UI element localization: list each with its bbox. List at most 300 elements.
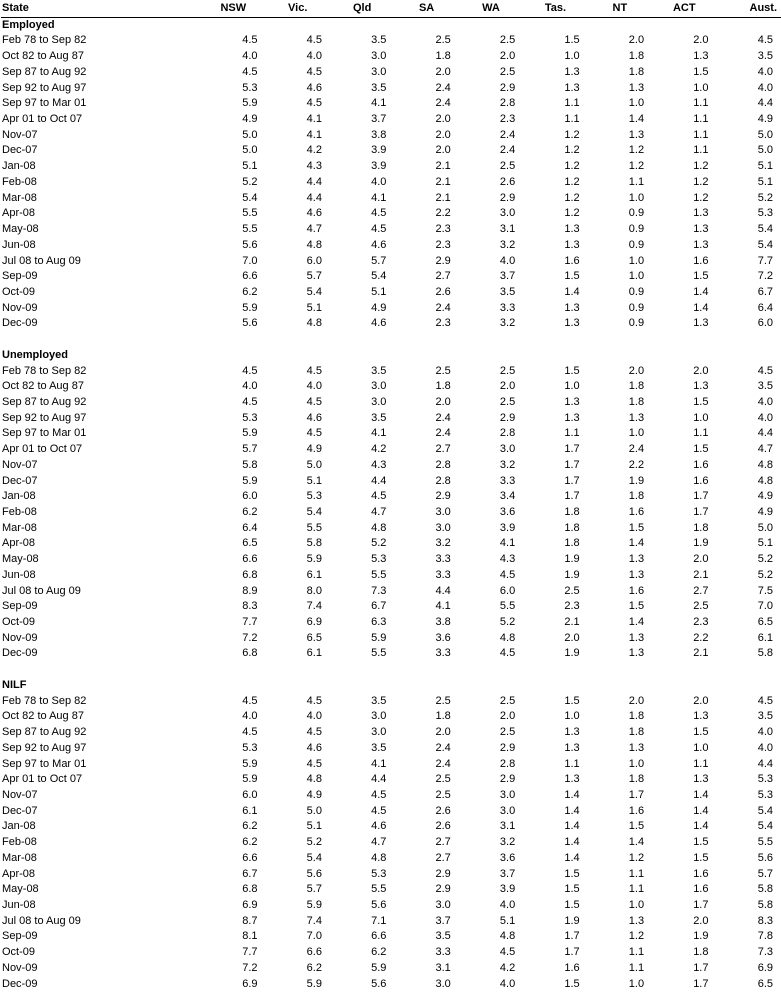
value-cell: 6.2 bbox=[242, 836, 258, 849]
value-cell: 1.7 bbox=[564, 474, 580, 487]
value-cell: 5.0 bbox=[306, 804, 322, 817]
value-cell: 4.5 bbox=[242, 726, 258, 739]
value-cell: 0.9 bbox=[628, 285, 645, 298]
value-cell: 5.9 bbox=[242, 427, 258, 440]
table-row bbox=[1, 238, 781, 254]
row-label: Dec-07 bbox=[2, 144, 38, 157]
header-cell: Vic. bbox=[266, 1, 330, 17]
value-cell: 6.9 bbox=[242, 977, 258, 990]
value-cell: 1.3 bbox=[564, 773, 580, 786]
value-cell: 1.2 bbox=[564, 207, 580, 220]
value-cell: 1.3 bbox=[564, 301, 580, 314]
value-cell: 4.3 bbox=[499, 553, 516, 566]
value-cell: 4.1 bbox=[306, 113, 322, 126]
value-cell: 1.6 bbox=[693, 254, 709, 267]
value-cell: 1.0 bbox=[628, 898, 645, 911]
value-cell: 1.6 bbox=[693, 867, 709, 880]
value-cell: 3.0 bbox=[499, 443, 516, 456]
row-label: Dec-09 bbox=[2, 647, 38, 660]
value-cell: 5.1 bbox=[371, 285, 387, 298]
value-cell: 1.5 bbox=[564, 34, 580, 47]
value-cell: 1.8 bbox=[693, 946, 709, 959]
table-row bbox=[1, 411, 781, 427]
value-cell: 7.2 bbox=[757, 270, 773, 283]
row-label: Nov-07 bbox=[2, 788, 38, 801]
value-cell: 2.0 bbox=[628, 364, 645, 377]
value-cell: 4.5 bbox=[242, 395, 258, 408]
value-cell: 5.3 bbox=[757, 788, 773, 801]
section-title: Employed bbox=[2, 18, 55, 31]
value-cell: 0.9 bbox=[628, 207, 645, 220]
value-cell: 1.0 bbox=[693, 411, 709, 424]
table-row bbox=[1, 316, 781, 332]
value-cell: 6.0 bbox=[242, 490, 258, 503]
value-cell: 1.3 bbox=[693, 223, 709, 236]
value-cell: 0.9 bbox=[628, 301, 645, 314]
value-cell: 2.2 bbox=[628, 458, 645, 471]
value-cell: 5.8 bbox=[757, 647, 773, 660]
section-title: NILF bbox=[2, 678, 27, 691]
value-cell: 1.6 bbox=[628, 506, 645, 518]
value-cell: 1.8 bbox=[628, 710, 645, 723]
section-title-row bbox=[1, 678, 781, 694]
value-cell: 1.5 bbox=[564, 867, 580, 880]
value-cell: 2.4 bbox=[435, 81, 451, 94]
row-label: Dec-09 bbox=[2, 317, 38, 330]
table-row bbox=[1, 269, 781, 285]
value-cell: 4.7 bbox=[371, 506, 387, 518]
value-cell: 6.8 bbox=[242, 883, 258, 896]
value-cell: 3.2 bbox=[499, 317, 516, 330]
value-cell: 6.9 bbox=[242, 898, 258, 911]
value-cell: 1.4 bbox=[628, 616, 645, 629]
value-cell: 4.5 bbox=[306, 694, 322, 707]
value-cell: 5.5 bbox=[306, 521, 322, 534]
table-row bbox=[1, 914, 781, 930]
row-label: Oct-09 bbox=[2, 946, 36, 959]
value-cell: 2.0 bbox=[435, 113, 451, 126]
table-row bbox=[1, 584, 781, 600]
row-label: Jul 08 to Aug 09 bbox=[2, 254, 81, 267]
value-cell: 1.7 bbox=[564, 946, 580, 959]
value-cell: 1.3 bbox=[564, 238, 580, 251]
value-cell: 3.0 bbox=[435, 898, 451, 911]
row-label: Feb-08 bbox=[2, 506, 37, 518]
table-row bbox=[1, 65, 781, 81]
value-cell: 5.8 bbox=[242, 458, 258, 471]
row-label: Feb 78 to Sep 82 bbox=[2, 694, 87, 707]
value-cell: 1.2 bbox=[628, 930, 645, 943]
value-cell: 4.5 bbox=[242, 34, 258, 47]
table-row bbox=[1, 128, 781, 144]
value-cell: 7.8 bbox=[757, 930, 773, 943]
value-cell: 1.8 bbox=[628, 773, 645, 786]
value-cell: 2.8 bbox=[435, 458, 451, 471]
table-row bbox=[1, 143, 781, 159]
value-cell: 2.9 bbox=[435, 490, 451, 503]
value-cell: 4.5 bbox=[371, 804, 387, 817]
value-cell: 1.6 bbox=[628, 584, 645, 597]
table-row bbox=[1, 568, 781, 584]
value-cell: 1.3 bbox=[564, 741, 580, 754]
value-cell: 1.3 bbox=[564, 65, 580, 78]
table-row bbox=[1, 694, 781, 710]
value-cell: 5.4 bbox=[757, 223, 773, 236]
value-cell: 2.5 bbox=[435, 364, 451, 377]
value-cell: 5.3 bbox=[371, 867, 387, 880]
value-cell: 1.9 bbox=[564, 568, 580, 581]
table-row bbox=[1, 961, 781, 977]
table-row bbox=[1, 709, 781, 725]
value-cell: 1.0 bbox=[628, 191, 645, 204]
value-cell: 2.5 bbox=[435, 34, 451, 47]
value-cell: 1.4 bbox=[693, 788, 709, 801]
value-cell: 5.0 bbox=[757, 144, 773, 157]
value-cell: 3.7 bbox=[435, 914, 451, 927]
value-cell: 2.0 bbox=[693, 34, 709, 47]
value-cell: 4.0 bbox=[757, 741, 773, 754]
value-cell: 1.5 bbox=[564, 977, 580, 990]
value-cell: 4.9 bbox=[242, 113, 258, 126]
value-cell: 4.5 bbox=[306, 427, 322, 440]
spacer-cell bbox=[1, 662, 781, 678]
value-cell: 4.4 bbox=[435, 584, 451, 597]
value-cell: 1.4 bbox=[628, 537, 645, 550]
value-cell: 5.4 bbox=[306, 851, 322, 864]
data-table bbox=[1, 1, 781, 992]
value-cell: 3.7 bbox=[499, 270, 516, 283]
value-cell: 1.0 bbox=[628, 427, 645, 440]
value-cell: 3.5 bbox=[435, 930, 451, 943]
value-cell: 2.2 bbox=[693, 631, 709, 644]
value-cell: 1.8 bbox=[693, 521, 709, 534]
row-label: Feb-08 bbox=[2, 836, 37, 849]
value-cell: 4.9 bbox=[306, 788, 322, 801]
value-cell: 1.3 bbox=[693, 317, 709, 330]
value-cell: 1.3 bbox=[693, 380, 709, 393]
value-cell: 3.9 bbox=[499, 883, 516, 896]
table-row bbox=[1, 81, 781, 97]
value-cell: 2.4 bbox=[435, 427, 451, 440]
value-cell: 6.2 bbox=[242, 285, 258, 298]
value-cell: 5.9 bbox=[371, 631, 387, 644]
value-cell: 4.0 bbox=[242, 380, 258, 393]
value-cell: 2.6 bbox=[435, 285, 451, 298]
value-cell: 5.2 bbox=[499, 616, 516, 629]
value-cell: 5.1 bbox=[306, 474, 322, 487]
row-label: Nov-07 bbox=[2, 458, 38, 471]
value-cell: 5.0 bbox=[757, 128, 773, 141]
row-label: Oct-09 bbox=[2, 616, 36, 629]
value-cell: 6.8 bbox=[242, 568, 258, 581]
value-cell: 1.1 bbox=[564, 113, 580, 126]
row-label: Oct 82 to Aug 87 bbox=[2, 50, 84, 63]
value-cell: 1.3 bbox=[564, 395, 580, 408]
value-cell: 6.2 bbox=[306, 961, 322, 974]
value-cell: 3.2 bbox=[499, 458, 516, 471]
row-label: Jan-08 bbox=[2, 160, 36, 173]
value-cell: 3.6 bbox=[499, 506, 516, 518]
value-cell: 7.7 bbox=[242, 616, 258, 629]
value-cell: 1.8 bbox=[435, 380, 451, 393]
table-row bbox=[1, 285, 781, 301]
row-label: Apr-08 bbox=[2, 537, 36, 550]
value-cell: 5.6 bbox=[757, 851, 773, 864]
value-cell: 4.4 bbox=[371, 474, 387, 487]
value-cell: 1.1 bbox=[628, 175, 645, 188]
value-cell: 1.7 bbox=[564, 458, 580, 471]
value-cell: 4.0 bbox=[757, 65, 773, 78]
table-row bbox=[1, 112, 781, 128]
value-cell: 5.2 bbox=[757, 553, 773, 566]
value-cell: 1.0 bbox=[628, 757, 645, 770]
value-cell: 1.0 bbox=[564, 710, 580, 723]
value-cell: 1.7 bbox=[693, 977, 709, 990]
value-cell: 1.9 bbox=[693, 930, 709, 943]
spacer-row bbox=[1, 332, 781, 348]
row-label: Dec-07 bbox=[2, 804, 38, 817]
value-cell: 5.8 bbox=[757, 883, 773, 896]
row-label: Jul 08 to Aug 09 bbox=[2, 584, 81, 597]
value-cell: 1.4 bbox=[628, 836, 645, 849]
value-cell: 3.5 bbox=[371, 81, 387, 94]
value-cell: 1.2 bbox=[564, 160, 580, 173]
value-cell: 4.4 bbox=[306, 175, 322, 188]
value-cell: 3.6 bbox=[499, 851, 516, 864]
value-cell: 1.0 bbox=[628, 977, 645, 990]
value-cell: 2.6 bbox=[435, 804, 451, 817]
value-cell: 6.6 bbox=[306, 946, 322, 959]
value-cell: 4.5 bbox=[757, 694, 773, 707]
table-row bbox=[1, 615, 781, 631]
value-cell: 1.3 bbox=[628, 81, 645, 94]
table-row bbox=[1, 788, 781, 804]
value-cell: 7.4 bbox=[306, 600, 322, 613]
value-cell: 1.7 bbox=[693, 490, 709, 503]
value-cell: 1.2 bbox=[693, 160, 709, 173]
value-cell: 2.9 bbox=[435, 883, 451, 896]
value-cell: 2.4 bbox=[499, 144, 516, 157]
value-cell: 2.7 bbox=[435, 443, 451, 456]
value-cell: 1.2 bbox=[564, 128, 580, 141]
value-cell: 0.9 bbox=[628, 317, 645, 330]
row-label: Mar-08 bbox=[2, 851, 37, 864]
value-cell: 1.4 bbox=[564, 851, 580, 864]
row-label: Sep-09 bbox=[2, 600, 38, 613]
table-row bbox=[1, 977, 781, 993]
value-cell: 1.8 bbox=[628, 65, 645, 78]
value-cell: 1.5 bbox=[564, 883, 580, 896]
value-cell: 2.7 bbox=[435, 851, 451, 864]
value-cell: 1.0 bbox=[564, 50, 580, 63]
table-row bbox=[1, 741, 781, 757]
value-cell: 1.3 bbox=[628, 741, 645, 754]
value-cell: 1.8 bbox=[435, 50, 451, 63]
value-cell: 5.6 bbox=[242, 317, 258, 330]
value-cell: 4.5 bbox=[499, 568, 516, 581]
value-cell: 1.3 bbox=[693, 238, 709, 251]
value-cell: 5.9 bbox=[242, 757, 258, 770]
value-cell: 5.9 bbox=[306, 553, 322, 566]
row-label: Sep 87 to Aug 92 bbox=[2, 65, 87, 78]
value-cell: 1.3 bbox=[693, 773, 709, 786]
value-cell: 4.8 bbox=[371, 851, 387, 864]
value-cell: 2.5 bbox=[499, 694, 516, 707]
value-cell: 2.0 bbox=[628, 34, 645, 47]
value-cell: 5.1 bbox=[499, 914, 516, 927]
value-cell: 1.2 bbox=[693, 191, 709, 204]
value-cell: 3.8 bbox=[435, 616, 451, 629]
table-row bbox=[1, 442, 781, 458]
value-cell: 3.4 bbox=[499, 490, 516, 503]
value-cell: 5.4 bbox=[242, 191, 258, 204]
value-cell: 4.1 bbox=[371, 757, 387, 770]
value-cell: 7.0 bbox=[757, 600, 773, 613]
spacer-cell bbox=[1, 332, 781, 348]
value-cell: 2.6 bbox=[435, 820, 451, 833]
value-cell: 5.3 bbox=[242, 411, 258, 424]
section-title: Unemployed bbox=[2, 348, 69, 361]
value-cell: 5.9 bbox=[242, 97, 258, 110]
row-label: Nov-07 bbox=[2, 128, 38, 141]
value-cell: 1.3 bbox=[628, 568, 645, 581]
value-cell: 6.5 bbox=[242, 537, 258, 550]
value-cell: 4.0 bbox=[499, 254, 516, 267]
value-cell: 5.1 bbox=[306, 301, 322, 314]
table-row bbox=[1, 33, 781, 49]
row-label: Mar-08 bbox=[2, 521, 37, 534]
value-cell: 5.4 bbox=[757, 804, 773, 817]
value-cell: 5.7 bbox=[757, 867, 773, 880]
value-cell: 1.4 bbox=[564, 788, 580, 801]
header-cell: Tas. bbox=[523, 1, 587, 17]
value-cell: 5.4 bbox=[757, 820, 773, 833]
value-cell: 1.1 bbox=[693, 97, 709, 110]
value-cell: 2.0 bbox=[564, 631, 580, 644]
value-cell: 4.4 bbox=[757, 427, 773, 440]
value-cell: 3.3 bbox=[435, 647, 451, 660]
row-label: Feb 78 to Sep 82 bbox=[2, 364, 87, 377]
value-cell: 1.1 bbox=[693, 144, 709, 157]
value-cell: 5.5 bbox=[371, 568, 387, 581]
value-cell: 2.0 bbox=[693, 914, 709, 927]
value-cell: 5.6 bbox=[306, 867, 322, 880]
table-row bbox=[1, 898, 781, 914]
value-cell: 4.6 bbox=[371, 820, 387, 833]
value-cell: 1.9 bbox=[564, 914, 580, 927]
value-cell: 4.8 bbox=[306, 317, 322, 330]
value-cell: 2.0 bbox=[499, 380, 516, 393]
value-cell: 3.5 bbox=[371, 34, 387, 47]
value-cell: 1.3 bbox=[693, 710, 709, 723]
value-cell: 1.5 bbox=[693, 395, 709, 408]
value-cell: 3.5 bbox=[371, 364, 387, 377]
value-cell: 5.9 bbox=[306, 977, 322, 990]
value-cell: 2.4 bbox=[499, 128, 516, 141]
table-row bbox=[1, 757, 781, 773]
value-cell: 1.3 bbox=[564, 223, 580, 236]
value-cell: 7.7 bbox=[242, 946, 258, 959]
value-cell: 2.0 bbox=[435, 726, 451, 739]
row-label: Apr 01 to Oct 07 bbox=[2, 113, 83, 126]
value-cell: 7.5 bbox=[757, 584, 773, 597]
value-cell: 2.9 bbox=[435, 254, 451, 267]
value-cell: 4.8 bbox=[499, 631, 516, 644]
value-cell: 1.8 bbox=[628, 50, 645, 63]
value-cell: 2.6 bbox=[499, 175, 516, 188]
value-cell: 6.5 bbox=[757, 977, 773, 990]
value-cell: 1.3 bbox=[628, 647, 645, 660]
value-cell: 5.2 bbox=[306, 836, 322, 849]
value-cell: 1.5 bbox=[628, 600, 645, 613]
value-cell: 2.4 bbox=[435, 741, 451, 754]
value-cell: 6.1 bbox=[306, 568, 322, 581]
value-cell: 0.9 bbox=[628, 223, 645, 236]
value-cell: 1.8 bbox=[628, 726, 645, 739]
value-cell: 2.9 bbox=[435, 867, 451, 880]
value-cell: 2.3 bbox=[499, 113, 516, 126]
value-cell: 5.8 bbox=[306, 537, 322, 550]
value-cell: 3.5 bbox=[757, 380, 773, 393]
row-label: Sep 87 to Aug 92 bbox=[2, 395, 87, 408]
table-row bbox=[1, 945, 781, 961]
table-row bbox=[1, 254, 781, 270]
table-row bbox=[1, 599, 781, 615]
value-cell: 6.0 bbox=[242, 788, 258, 801]
value-cell: 2.8 bbox=[499, 427, 516, 440]
value-cell: 2.5 bbox=[693, 600, 709, 613]
value-cell: 1.3 bbox=[628, 631, 645, 644]
value-cell: 5.7 bbox=[306, 883, 322, 896]
value-cell: 5.9 bbox=[242, 301, 258, 314]
value-cell: 3.9 bbox=[371, 144, 387, 157]
value-cell: 4.9 bbox=[757, 113, 773, 126]
table-row bbox=[1, 631, 781, 647]
value-cell: 1.8 bbox=[435, 710, 451, 723]
value-cell: 6.0 bbox=[306, 254, 322, 267]
table-row bbox=[1, 49, 781, 65]
value-cell: 2.7 bbox=[435, 836, 451, 849]
value-cell: 2.7 bbox=[435, 270, 451, 283]
value-cell: 4.1 bbox=[499, 537, 516, 550]
value-cell: 1.2 bbox=[628, 144, 645, 157]
value-cell: 2.4 bbox=[435, 97, 451, 110]
value-cell: 6.0 bbox=[499, 584, 516, 597]
row-label: Oct 82 to Aug 87 bbox=[2, 380, 84, 393]
value-cell: 1.3 bbox=[628, 553, 645, 566]
value-cell: 3.7 bbox=[371, 113, 387, 126]
value-cell: 1.0 bbox=[628, 97, 645, 110]
value-cell: 1.4 bbox=[628, 113, 645, 126]
row-label: Jun-08 bbox=[2, 568, 36, 581]
value-cell: 1.1 bbox=[693, 757, 709, 770]
value-cell: 2.9 bbox=[499, 411, 516, 424]
value-cell: 1.6 bbox=[564, 254, 580, 267]
value-cell: 3.1 bbox=[499, 223, 516, 236]
value-cell: 4.7 bbox=[757, 443, 773, 456]
value-cell: 5.3 bbox=[242, 741, 258, 754]
value-cell: 6.1 bbox=[757, 631, 773, 644]
value-cell: 2.9 bbox=[499, 773, 516, 786]
spacer-row bbox=[1, 662, 781, 678]
value-cell: 1.7 bbox=[693, 898, 709, 911]
value-cell: 1.5 bbox=[693, 726, 709, 739]
value-cell: 1.9 bbox=[564, 647, 580, 660]
value-cell: 4.5 bbox=[306, 757, 322, 770]
value-cell: 1.1 bbox=[564, 97, 580, 110]
value-cell: 3.2 bbox=[499, 836, 516, 849]
header-cell: ACT bbox=[652, 1, 716, 17]
